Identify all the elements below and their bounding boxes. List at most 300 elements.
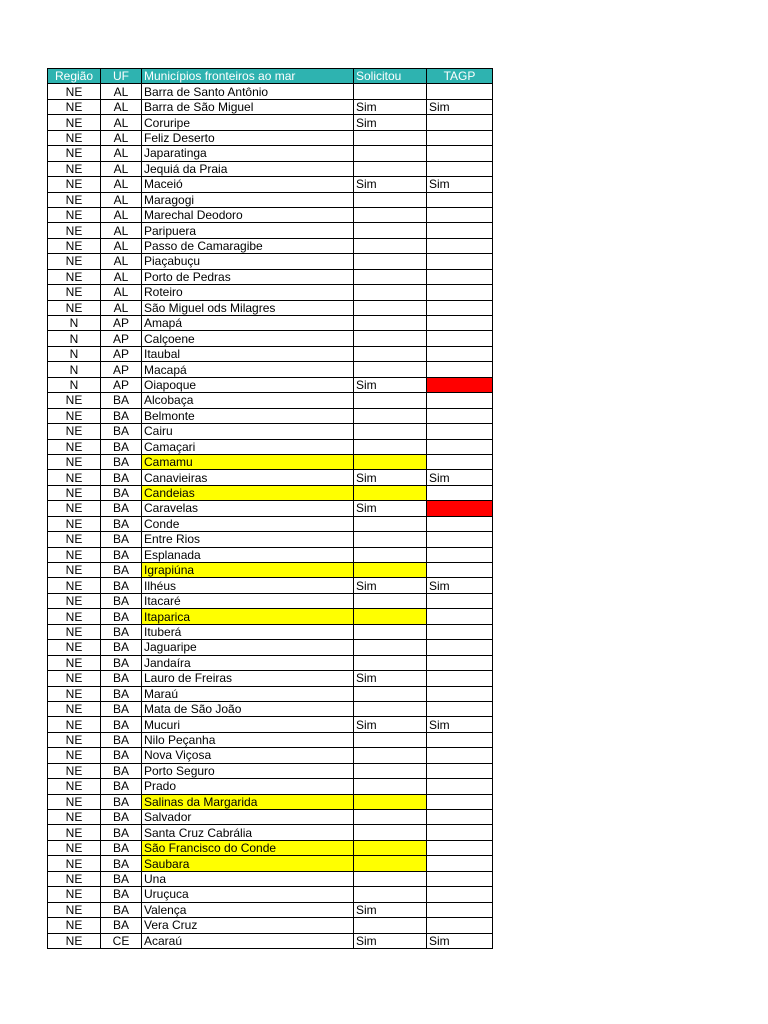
cell-solicitou[interactable] xyxy=(354,223,427,238)
header-tagp[interactable]: TAGP xyxy=(427,69,493,84)
table-row xyxy=(48,902,493,917)
cell-regiao[interactable]: NE xyxy=(48,825,101,840)
cell-solicitou[interactable] xyxy=(354,856,427,871)
cell-municipio[interactable]: Entre Rios xyxy=(142,532,354,547)
cell-uf[interactable]: BA xyxy=(101,454,142,469)
cell-solicitou[interactable] xyxy=(354,593,427,608)
cell-regiao[interactable]: NE xyxy=(48,856,101,871)
cell-tagp[interactable] xyxy=(427,362,493,377)
cell-municipio[interactable]: Camamu xyxy=(142,454,354,469)
cell-solicitou[interactable] xyxy=(354,609,427,624)
cell-tagp[interactable] xyxy=(427,902,493,917)
cell-municipio[interactable]: Cairu xyxy=(142,424,354,439)
cell-tagp[interactable] xyxy=(427,501,493,516)
cell-tagp[interactable]: Sim xyxy=(427,933,493,948)
cell-uf[interactable]: BA xyxy=(101,609,142,624)
table-row xyxy=(48,223,493,238)
cell-solicitou[interactable]: Sim xyxy=(354,115,427,130)
cell-solicitou[interactable]: Sim xyxy=(354,377,427,392)
cell-solicitou[interactable] xyxy=(354,655,427,670)
cell-solicitou[interactable] xyxy=(354,192,427,207)
cell-regiao[interactable]: NE xyxy=(48,223,101,238)
cell-solicitou[interactable] xyxy=(354,207,427,222)
cell-regiao[interactable]: NE xyxy=(48,115,101,130)
cell-regiao[interactable]: NE xyxy=(48,501,101,516)
cell-uf[interactable]: AL xyxy=(101,207,142,222)
cell-uf[interactable]: BA xyxy=(101,501,142,516)
cell-uf[interactable]: BA xyxy=(101,393,142,408)
cell-tagp[interactable] xyxy=(427,146,493,161)
cell-solicitou[interactable] xyxy=(354,640,427,655)
cell-municipio[interactable]: Jandaíra xyxy=(142,655,354,670)
cell-solicitou[interactable] xyxy=(354,825,427,840)
cell-tagp[interactable] xyxy=(427,316,493,331)
cell-municipio[interactable]: Maraú xyxy=(142,686,354,701)
cell-tagp[interactable]: Sim xyxy=(427,177,493,192)
cell-municipio[interactable]: Itaubal xyxy=(142,346,354,361)
cell-regiao[interactable]: NE xyxy=(48,794,101,809)
cell-uf[interactable]: BA xyxy=(101,825,142,840)
cell-municipio[interactable]: Itaparica xyxy=(142,609,354,624)
cell-municipio[interactable]: Lauro de Freiras xyxy=(142,671,354,686)
table-row xyxy=(48,377,493,392)
cell-municipio[interactable]: Salinas da Margarida xyxy=(142,794,354,809)
cell-uf[interactable]: BA xyxy=(101,532,142,547)
cell-regiao[interactable]: NE xyxy=(48,671,101,686)
cell-solicitou[interactable] xyxy=(354,686,427,701)
cell-tagp[interactable] xyxy=(427,593,493,608)
cell-tagp[interactable] xyxy=(427,856,493,871)
cell-solicitou[interactable]: Sim xyxy=(354,933,427,948)
cell-tagp[interactable] xyxy=(427,810,493,825)
cell-uf[interactable]: AL xyxy=(101,223,142,238)
cell-tagp[interactable] xyxy=(427,887,493,902)
cell-solicitou[interactable] xyxy=(354,316,427,331)
cell-solicitou[interactable] xyxy=(354,701,427,716)
cell-regiao[interactable]: NE xyxy=(48,717,101,732)
cell-municipio[interactable]: Nilo Peçanha xyxy=(142,732,354,747)
cell-municipio[interactable]: Piaçabuçu xyxy=(142,254,354,269)
cell-solicitou[interactable] xyxy=(354,269,427,284)
cell-tagp[interactable] xyxy=(427,84,493,99)
cell-uf[interactable]: AL xyxy=(101,238,142,253)
cell-uf[interactable]: AL xyxy=(101,130,142,145)
cell-solicitou[interactable] xyxy=(354,424,427,439)
cell-solicitou[interactable] xyxy=(354,393,427,408)
cell-solicitou[interactable] xyxy=(354,485,427,500)
cell-solicitou[interactable] xyxy=(354,779,427,794)
cell-uf[interactable]: BA xyxy=(101,470,142,485)
cell-municipio[interactable]: Oiapoque xyxy=(142,377,354,392)
cell-uf[interactable]: AL xyxy=(101,269,142,284)
cell-uf[interactable]: AL xyxy=(101,84,142,99)
cell-tagp[interactable] xyxy=(427,161,493,176)
cell-uf[interactable]: BA xyxy=(101,671,142,686)
cell-solicitou[interactable] xyxy=(354,84,427,99)
cell-solicitou[interactable]: Sim xyxy=(354,99,427,114)
cell-solicitou[interactable] xyxy=(354,238,427,253)
cell-tagp[interactable] xyxy=(427,701,493,716)
cell-regiao[interactable]: NE xyxy=(48,470,101,485)
cell-regiao[interactable]: NE xyxy=(48,732,101,747)
cell-regiao[interactable]: NE xyxy=(48,99,101,114)
cell-municipio[interactable]: Canavieiras xyxy=(142,470,354,485)
cell-municipio[interactable]: Calçoene xyxy=(142,331,354,346)
cell-uf[interactable]: AL xyxy=(101,115,142,130)
cell-uf[interactable]: BA xyxy=(101,794,142,809)
cell-uf[interactable]: BA xyxy=(101,918,142,933)
cell-tagp[interactable] xyxy=(427,485,493,500)
cell-tagp[interactable] xyxy=(427,840,493,855)
cell-tagp[interactable] xyxy=(427,671,493,686)
cell-tagp[interactable] xyxy=(427,300,493,315)
cell-municipio[interactable]: Maceió xyxy=(142,177,354,192)
cell-tagp[interactable] xyxy=(427,192,493,207)
cell-municipio[interactable]: Coruripe xyxy=(142,115,354,130)
cell-solicitou[interactable] xyxy=(354,130,427,145)
cell-uf[interactable]: BA xyxy=(101,563,142,578)
cell-municipio[interactable]: Acaraú xyxy=(142,933,354,948)
cell-solicitou[interactable]: Sim xyxy=(354,578,427,593)
cell-uf[interactable]: BA xyxy=(101,424,142,439)
header-regiao[interactable]: Região xyxy=(48,69,101,84)
cell-tagp[interactable]: Sim xyxy=(427,578,493,593)
cell-uf[interactable]: BA xyxy=(101,516,142,531)
cell-municipio[interactable]: Vera Cruz xyxy=(142,918,354,933)
cell-tagp[interactable] xyxy=(427,547,493,562)
cell-tagp[interactable] xyxy=(427,748,493,763)
cell-regiao[interactable]: NE xyxy=(48,485,101,500)
cell-regiao[interactable]: NE xyxy=(48,300,101,315)
cell-tagp[interactable] xyxy=(427,763,493,778)
cell-municipio[interactable]: Saubara xyxy=(142,856,354,871)
cell-solicitou[interactable] xyxy=(354,840,427,855)
cell-uf[interactable]: BA xyxy=(101,732,142,747)
cell-municipio[interactable]: Ituberá xyxy=(142,624,354,639)
cell-municipio[interactable]: Ilhéus xyxy=(142,578,354,593)
cell-regiao[interactable]: NE xyxy=(48,609,101,624)
cell-tagp[interactable] xyxy=(427,424,493,439)
cell-uf[interactable]: BA xyxy=(101,593,142,608)
cell-regiao[interactable]: NE xyxy=(48,578,101,593)
cell-regiao[interactable]: NE xyxy=(48,624,101,639)
cell-solicitou[interactable] xyxy=(354,285,427,300)
cell-tagp[interactable] xyxy=(427,377,493,392)
cell-tagp[interactable] xyxy=(427,269,493,284)
cell-uf[interactable]: AP xyxy=(101,331,142,346)
cell-municipio[interactable]: Mucuri xyxy=(142,717,354,732)
cell-tagp[interactable] xyxy=(427,640,493,655)
cell-solicitou[interactable] xyxy=(354,454,427,469)
cell-solicitou[interactable] xyxy=(354,532,427,547)
cell-tagp[interactable] xyxy=(427,439,493,454)
cell-tagp[interactable]: Sim xyxy=(427,470,493,485)
cell-uf[interactable]: BA xyxy=(101,439,142,454)
cell-municipio[interactable]: Itacaré xyxy=(142,593,354,608)
cell-solicitou[interactable] xyxy=(354,300,427,315)
cell-uf[interactable]: BA xyxy=(101,748,142,763)
cell-municipio[interactable]: Roteiro xyxy=(142,285,354,300)
cell-tagp[interactable] xyxy=(427,563,493,578)
cell-municipio[interactable]: São Miguel ods Milagres xyxy=(142,300,354,315)
table-row xyxy=(48,254,493,269)
cell-municipio[interactable]: Paripuera xyxy=(142,223,354,238)
header-solicitou[interactable]: Solicitou xyxy=(354,69,427,84)
cell-tagp[interactable] xyxy=(427,285,493,300)
cell-solicitou[interactable]: Sim xyxy=(354,470,427,485)
cell-municipio[interactable]: Conde xyxy=(142,516,354,531)
cell-uf[interactable]: BA xyxy=(101,779,142,794)
cell-regiao[interactable]: NE xyxy=(48,840,101,855)
cell-uf[interactable]: BA xyxy=(101,763,142,778)
cell-regiao[interactable]: N xyxy=(48,346,101,361)
cell-municipio[interactable]: Jequiá da Praia xyxy=(142,161,354,176)
cell-tagp[interactable] xyxy=(427,254,493,269)
cell-solicitou[interactable]: Sim xyxy=(354,717,427,732)
cell-regiao[interactable]: NE xyxy=(48,454,101,469)
cell-tagp[interactable] xyxy=(427,207,493,222)
table-row xyxy=(48,810,493,825)
cell-municipio[interactable]: Caravelas xyxy=(142,501,354,516)
cell-solicitou[interactable] xyxy=(354,362,427,377)
cell-regiao[interactable]: NE xyxy=(48,686,101,701)
cell-regiao[interactable]: NE xyxy=(48,177,101,192)
cell-municipio[interactable]: Camaçari xyxy=(142,439,354,454)
cell-regiao[interactable]: NE xyxy=(48,161,101,176)
cell-tagp[interactable] xyxy=(427,871,493,886)
cell-regiao[interactable]: NE xyxy=(48,439,101,454)
cell-municipio[interactable]: Salvador xyxy=(142,810,354,825)
cell-municipio[interactable]: Macapá xyxy=(142,362,354,377)
cell-uf[interactable]: BA xyxy=(101,840,142,855)
cell-regiao[interactable]: N xyxy=(48,362,101,377)
cell-municipio[interactable]: Prado xyxy=(142,779,354,794)
cell-regiao[interactable]: N xyxy=(48,316,101,331)
cell-uf[interactable]: AL xyxy=(101,161,142,176)
cell-regiao[interactable]: NE xyxy=(48,269,101,284)
cell-solicitou[interactable] xyxy=(354,346,427,361)
header-uf[interactable]: UF xyxy=(101,69,142,84)
cell-regiao[interactable]: NE xyxy=(48,933,101,948)
cell-regiao[interactable]: NE xyxy=(48,547,101,562)
cell-uf[interactable]: BA xyxy=(101,624,142,639)
cell-uf[interactable]: BA xyxy=(101,578,142,593)
cell-regiao[interactable]: N xyxy=(48,331,101,346)
cell-tagp[interactable] xyxy=(427,794,493,809)
cell-solicitou[interactable]: Sim xyxy=(354,902,427,917)
cell-regiao[interactable]: NE xyxy=(48,408,101,423)
cell-tagp[interactable] xyxy=(427,331,493,346)
cell-municipio[interactable]: Igrapiúna xyxy=(142,563,354,578)
cell-regiao[interactable]: NE xyxy=(48,810,101,825)
cell-municipio[interactable]: Una xyxy=(142,871,354,886)
cell-tagp[interactable] xyxy=(427,825,493,840)
cell-municipio[interactable]: Marechal Deodoro xyxy=(142,207,354,222)
cell-tagp[interactable] xyxy=(427,655,493,670)
cell-solicitou[interactable] xyxy=(354,624,427,639)
cell-solicitou[interactable] xyxy=(354,161,427,176)
table-row xyxy=(48,84,493,99)
cell-tagp[interactable] xyxy=(427,918,493,933)
cell-uf[interactable]: CE xyxy=(101,933,142,948)
cell-uf[interactable]: BA xyxy=(101,717,142,732)
cell-solicitou[interactable] xyxy=(354,794,427,809)
cell-municipio[interactable]: Porto de Pedras xyxy=(142,269,354,284)
cell-municipio[interactable]: Maragogi xyxy=(142,192,354,207)
cell-solicitou[interactable] xyxy=(354,918,427,933)
cell-tagp[interactable] xyxy=(427,130,493,145)
cell-municipio[interactable]: Santa Cruz Cabrália xyxy=(142,825,354,840)
cell-solicitou[interactable] xyxy=(354,810,427,825)
cell-uf[interactable]: AP xyxy=(101,362,142,377)
cell-solicitou[interactable] xyxy=(354,563,427,578)
cell-regiao[interactable]: NE xyxy=(48,593,101,608)
cell-tagp[interactable] xyxy=(427,408,493,423)
cell-tagp[interactable] xyxy=(427,732,493,747)
cell-regiao[interactable]: NE xyxy=(48,902,101,917)
cell-solicitou[interactable] xyxy=(354,439,427,454)
cell-solicitou[interactable] xyxy=(354,871,427,886)
cell-uf[interactable]: BA xyxy=(101,887,142,902)
cell-regiao[interactable]: NE xyxy=(48,130,101,145)
cell-regiao[interactable]: NE xyxy=(48,563,101,578)
cell-solicitou[interactable]: Sim xyxy=(354,501,427,516)
table-row xyxy=(48,655,493,670)
cell-uf[interactable]: AP xyxy=(101,346,142,361)
cell-tagp[interactable] xyxy=(427,686,493,701)
cell-regiao[interactable]: NE xyxy=(48,655,101,670)
cell-municipio[interactable]: Barra de São Miguel xyxy=(142,99,354,114)
cell-uf[interactable]: AL xyxy=(101,146,142,161)
cell-solicitou[interactable] xyxy=(354,763,427,778)
cell-uf[interactable]: BA xyxy=(101,810,142,825)
cell-uf[interactable]: BA xyxy=(101,856,142,871)
cell-municipio[interactable]: Candeias xyxy=(142,485,354,500)
cell-regiao[interactable]: NE xyxy=(48,146,101,161)
cell-tagp[interactable] xyxy=(427,115,493,130)
cell-uf[interactable]: AP xyxy=(101,377,142,392)
cell-tagp[interactable] xyxy=(427,454,493,469)
cell-solicitou[interactable]: Sim xyxy=(354,177,427,192)
cell-regiao[interactable]: NE xyxy=(48,763,101,778)
cell-tagp[interactable] xyxy=(427,393,493,408)
cell-municipio[interactable]: Barra de Santo Antônio xyxy=(142,84,354,99)
cell-regiao[interactable]: NE xyxy=(48,871,101,886)
table-row xyxy=(48,593,493,608)
cell-municipio[interactable]: Belmonte xyxy=(142,408,354,423)
cell-regiao[interactable]: NE xyxy=(48,192,101,207)
cell-tagp[interactable] xyxy=(427,624,493,639)
cell-municipio[interactable]: São Francisco do Conde xyxy=(142,840,354,855)
header-municipios[interactable]: Municípios fronteiros ao mar xyxy=(142,69,354,84)
cell-solicitou[interactable] xyxy=(354,516,427,531)
cell-municipio[interactable]: Mata de São João xyxy=(142,701,354,716)
cell-regiao[interactable]: NE xyxy=(48,748,101,763)
cell-regiao[interactable]: NE xyxy=(48,532,101,547)
cell-municipio[interactable]: Porto Seguro xyxy=(142,763,354,778)
cell-solicitou[interactable] xyxy=(354,748,427,763)
cell-tagp[interactable] xyxy=(427,609,493,624)
cell-uf[interactable]: BA xyxy=(101,547,142,562)
cell-regiao[interactable]: NE xyxy=(48,424,101,439)
table-row xyxy=(48,285,493,300)
cell-uf[interactable]: AL xyxy=(101,300,142,315)
cell-regiao[interactable]: NE xyxy=(48,207,101,222)
cell-uf[interactable]: BA xyxy=(101,408,142,423)
cell-solicitou[interactable] xyxy=(354,732,427,747)
cell-municipio[interactable]: Japaratinga xyxy=(142,146,354,161)
cell-regiao[interactable]: NE xyxy=(48,701,101,716)
cell-uf[interactable]: BA xyxy=(101,485,142,500)
cell-tagp[interactable] xyxy=(427,238,493,253)
cell-tagp[interactable] xyxy=(427,532,493,547)
cell-uf[interactable]: BA xyxy=(101,686,142,701)
cell-municipio[interactable]: Uruçuca xyxy=(142,887,354,902)
cell-regiao[interactable]: NE xyxy=(48,918,101,933)
cell-municipio[interactable]: Valença xyxy=(142,902,354,917)
cell-regiao[interactable]: NE xyxy=(48,887,101,902)
cell-municipio[interactable]: Esplanada xyxy=(142,547,354,562)
cell-municipio[interactable]: Amapá xyxy=(142,316,354,331)
cell-regiao[interactable]: NE xyxy=(48,254,101,269)
cell-regiao[interactable]: NE xyxy=(48,285,101,300)
cell-uf[interactable]: AL xyxy=(101,99,142,114)
cell-regiao[interactable]: NE xyxy=(48,779,101,794)
cell-regiao[interactable]: NE xyxy=(48,516,101,531)
cell-municipio[interactable]: Jaguaripe xyxy=(142,640,354,655)
cell-solicitou[interactable] xyxy=(354,331,427,346)
cell-municipio[interactable]: Passo de Camaragibe xyxy=(142,238,354,253)
cell-uf[interactable]: AL xyxy=(101,177,142,192)
cell-tagp[interactable] xyxy=(427,779,493,794)
cell-uf[interactable]: AP xyxy=(101,316,142,331)
cell-solicitou[interactable] xyxy=(354,408,427,423)
table-row xyxy=(48,300,493,315)
table-row xyxy=(48,269,493,284)
cell-tagp[interactable]: Sim xyxy=(427,99,493,114)
cell-solicitou[interactable] xyxy=(354,254,427,269)
cell-uf[interactable]: BA xyxy=(101,701,142,716)
cell-solicitou[interactable] xyxy=(354,887,427,902)
cell-solicitou[interactable]: Sim xyxy=(354,671,427,686)
cell-uf[interactable]: BA xyxy=(101,655,142,670)
cell-municipio[interactable]: Nova Viçosa xyxy=(142,748,354,763)
cell-municipio[interactable]: Alcobaça xyxy=(142,393,354,408)
cell-tagp[interactable]: Sim xyxy=(427,717,493,732)
cell-regiao[interactable]: NE xyxy=(48,393,101,408)
table-row xyxy=(48,362,493,377)
cell-regiao[interactable]: N xyxy=(48,377,101,392)
cell-uf[interactable]: AL xyxy=(101,285,142,300)
table-row xyxy=(48,439,493,454)
cell-regiao[interactable]: NE xyxy=(48,640,101,655)
cell-municipio[interactable]: Feliz Deserto xyxy=(142,130,354,145)
table-row xyxy=(48,640,493,655)
cell-solicitou[interactable] xyxy=(354,547,427,562)
cell-uf[interactable]: BA xyxy=(101,902,142,917)
cell-solicitou[interactable] xyxy=(354,146,427,161)
cell-uf[interactable]: AL xyxy=(101,192,142,207)
cell-uf[interactable]: BA xyxy=(101,640,142,655)
cell-tagp[interactable] xyxy=(427,516,493,531)
cell-regiao[interactable]: NE xyxy=(48,238,101,253)
cell-uf[interactable]: AL xyxy=(101,254,142,269)
table-row xyxy=(48,238,493,253)
cell-tagp[interactable] xyxy=(427,346,493,361)
cell-uf[interactable]: BA xyxy=(101,871,142,886)
cell-tagp[interactable] xyxy=(427,223,493,238)
cell-regiao[interactable]: NE xyxy=(48,84,101,99)
